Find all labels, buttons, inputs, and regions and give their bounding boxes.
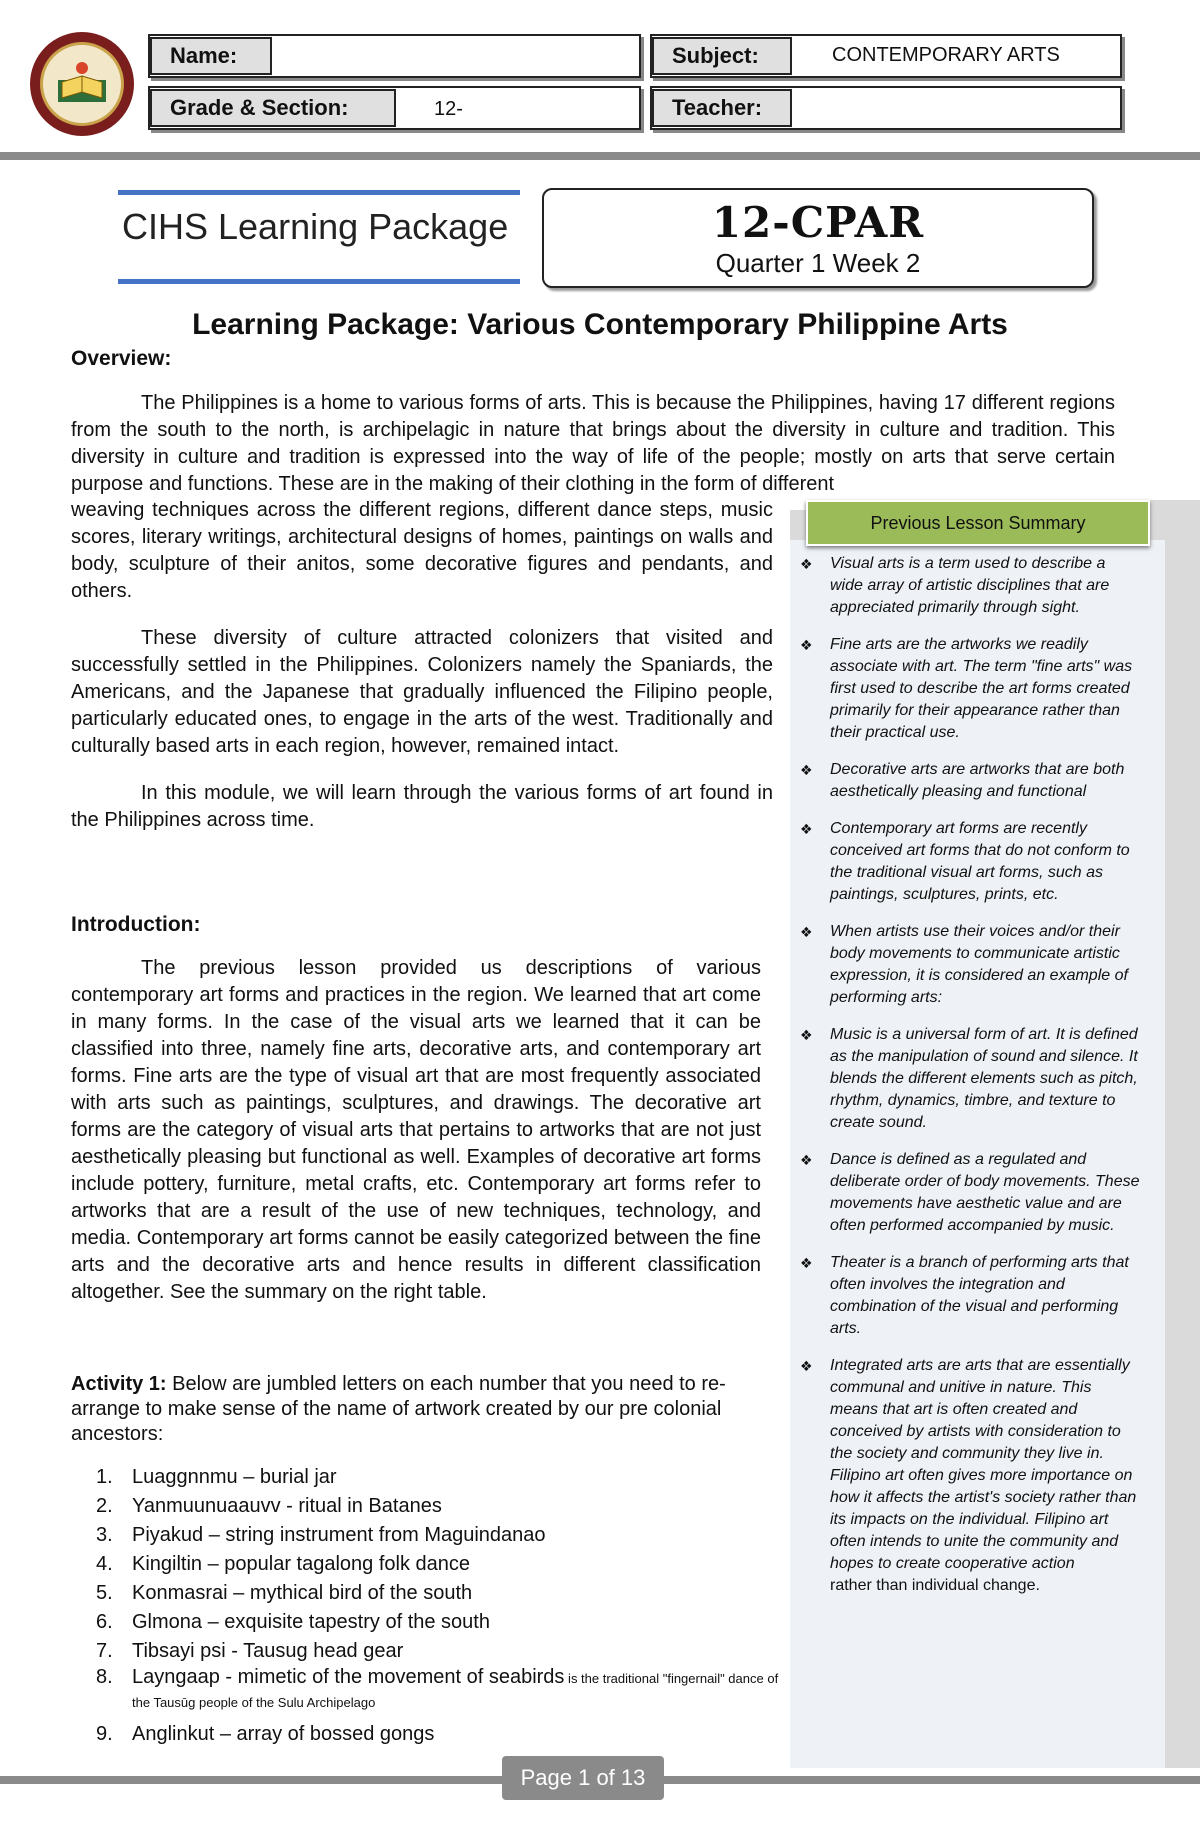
list-item: ❖ Integrated arts are arts that are essentially communal and unitive in nature. This means that art is often created and conceived by artists with consideration to the society and community they live in. Filipino art often gives more importance on how it affects the artist's society rather than its impacts on the individual. Filipino art often intends to unite the community and hopes to create cooperative action rather than individual change. xyxy=(800,1357,1137,1594)
introduction-body xyxy=(71,955,761,1319)
list-item: ❖ Dance is defined as a regulated and deliberate order of body movements. These movements have aesthetic value and are often performed accompanied by music. xyxy=(800,1151,1140,1234)
list-item: ❖ Contemporary art forms are recently conceived art forms that do not conform to the traditional visual art forms, such as paintings, sculptures, prints, etc. xyxy=(800,820,1130,903)
quarter-week: Quarter 1 Week 2 xyxy=(715,248,921,278)
list-item: 4. Kingiltin – popular tagalong folk dance xyxy=(96,1553,471,1575)
package-title: CIHS Learning Package xyxy=(122,206,509,247)
overview-p1: The Philippines is a home to various forms of arts. This is because the Philippines, having 17 different regions from the south to the north, is archipelagic in nature that brings about the diversity in culture and tradition. This diversity in culture and tradition is expressed into the way of life of the people; mostly on arts that serve certain purpose and functions. These are in the making of their clothing in the form of different xyxy=(71,392,1115,495)
diamond-bullet-icon: ❖ xyxy=(800,1152,813,1168)
activity-label: Activity 1: xyxy=(71,1373,167,1395)
list-item: ❖ Music is a universal form of art. It is defined as the manipulation of sound and silence. It blends the different elements such as pitch, rhythm, dynamics, timbre, and texture to create sound. xyxy=(800,1026,1138,1131)
overview-p2: These diversity of culture attracted colonizers that visited and successfully settled in the Philippines. Colonizers namely the Spaniards, the Americans, and the Japanese that gradually influenced the Filipino people, particularly educated ones, to engage in the arts of the west. Traditionally and culturally based arts in each region, however, remained intact. xyxy=(71,627,773,757)
grade-section-label: Grade & Section: xyxy=(150,89,396,127)
sidebar-title: Previous Lesson Summary xyxy=(806,500,1150,546)
activity-intro xyxy=(71,1372,761,1447)
list-item: 2. Yanmuunuaauvv - ritual in Batanes xyxy=(96,1495,442,1517)
summary-last-line: rather than individual change. xyxy=(830,1577,1040,1594)
list-item: 1. Luaggnnmu – burial jar xyxy=(96,1466,337,1488)
introduction-heading: Introduction: xyxy=(71,913,201,936)
diamond-bullet-icon: ❖ xyxy=(800,762,813,778)
header-divider xyxy=(0,152,1200,160)
book-icon xyxy=(56,60,108,108)
page-title: Learning Package: Various Contemporary Philippine Arts xyxy=(192,308,1008,341)
list-item: ❖ Visual arts is a term used to describe a wide array of artistic disciplines that are appreciated primarily through sight. xyxy=(800,555,1110,616)
summary-list xyxy=(800,553,1140,1612)
grade-section-value: 12- xyxy=(434,98,463,120)
subject-label: Subject: xyxy=(652,37,792,75)
activity-instructions: Below are jumbled letters on each number that you need to re-arrange to make sense of the name of artwork created by our pre colonial ancestors: xyxy=(71,1373,726,1445)
list-item: ❖ Decorative arts are artworks that are both aesthetically pleasing and functional xyxy=(800,761,1125,800)
item-8-note: is the traditional "fingernail" dance of the Tausūg people of the Sulu Archipelago xyxy=(132,1671,779,1710)
overview-p1-continued: weaving techniques across the different regions, different dance steps, music scores, literary writings, architectural designs of homes, paintings on walls and body, sculpture of their anitos, some decorative figures and pendants, and others. xyxy=(71,499,773,602)
name-label: Name: xyxy=(150,37,272,75)
teacher-field[interactable] xyxy=(650,86,1122,130)
list-item: 3. Piyakud – string instrument from Maguindanao xyxy=(96,1524,546,1546)
name-field[interactable] xyxy=(148,34,641,78)
diamond-bullet-icon: ❖ xyxy=(800,821,813,837)
subject-value: CONTEMPORARY ARTS xyxy=(832,44,1060,66)
overview-paragraph-1 xyxy=(71,390,1115,511)
diamond-bullet-icon: ❖ xyxy=(800,556,813,572)
diamond-bullet-icon: ❖ xyxy=(800,1358,813,1374)
course-code: 12-CPAR xyxy=(711,198,925,247)
overview-column xyxy=(71,497,773,847)
introduction-p1: The previous lesson provided us descriptions of various contemporary art forms and practices in the region. We learned that art come in many forms. In the case of the visual arts we learned that it can be classified into three, namely fine arts, decorative arts, and contemporary art forms. Fine arts are the type of visual art that are most frequently associated with arts such as paintings, sculptures, and drawings. The decorative art forms are the category of visual arts that pertains to artworks that are not just aesthetically pleasing but functional as well. Examples of decorative art forms include pottery, furniture, metal crafts, etc. Contemporary art forms refer to artworks that are a result of the use of new techniques, technology, and media. Contemporary art forms cannot be easily categorized between the fine arts and the decorative arts and hence results in different classification altogether. See the summary on the right table. xyxy=(71,957,761,1303)
school-seal-logo xyxy=(30,32,134,136)
list-item: 5. Konmasrai – mythical bird of the south xyxy=(96,1582,473,1604)
list-item: ❖ When artists use their voices and/or their body movements to communicate artistic expression, it is considered an example of performing arts: xyxy=(800,923,1128,1006)
page-number: Page 1 of 13 xyxy=(502,1756,664,1800)
list-item: 9. Anglinkut – array of bossed gongs xyxy=(96,1723,435,1745)
grade-section-field[interactable] xyxy=(148,86,641,130)
list-item: ❖ Theater is a branch of performing arts that often involves the integration and combination of the visual and performing arts. xyxy=(800,1254,1129,1337)
teacher-label: Teacher: xyxy=(652,89,792,127)
list-item: 7. Tibsayi psi - Tausug head gear xyxy=(96,1640,404,1662)
diamond-bullet-icon: ❖ xyxy=(800,924,813,940)
list-item: 6. Glmona – exquisite tapestry of the south xyxy=(96,1611,490,1633)
list-item: 8. Layngaap - mimetic of the movement of seabirds is the traditional "fingernail" dance of the Tausūg people of the Sulu Archipelago xyxy=(96,1666,779,1710)
subject-field[interactable] xyxy=(650,34,1122,78)
activity-list xyxy=(78,1463,792,1749)
title-top-bar xyxy=(118,190,520,195)
diamond-bullet-icon: ❖ xyxy=(800,637,813,653)
diamond-bullet-icon: ❖ xyxy=(800,1027,813,1043)
title-bottom-bar xyxy=(118,279,520,284)
overview-heading: Overview: xyxy=(71,347,172,370)
list-item: ❖ Fine arts are the artworks we readily associate with art. The term "fine arts" was first used to describe the art forms created primarily for their appearance rather than their practical use. xyxy=(800,636,1133,741)
overview-p3: In this module, we will learn through the various forms of art found in the Philippines across time. xyxy=(71,782,773,831)
diamond-bullet-icon: ❖ xyxy=(800,1255,813,1271)
